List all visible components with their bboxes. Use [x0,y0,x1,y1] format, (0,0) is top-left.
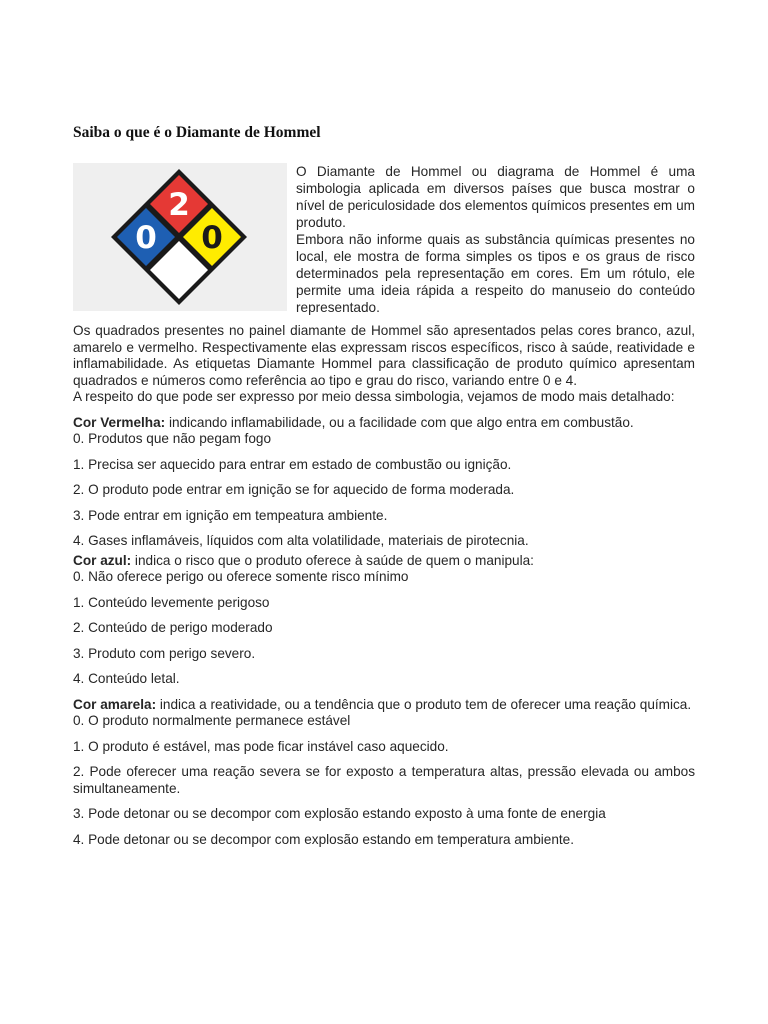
list-item: 3. Pode entrar em ignição em tempeatura ambiente. [73,507,388,523]
list-item: 4. Pode detonar ou se decompor com explosão estando em temperatura ambiente. [73,831,575,847]
section-red-label: Cor Vermelha: [73,414,166,430]
section-yellow-heading [73,697,695,714]
intro-text-run: é uma simbologia aplicada em diversos países que busca mostrar o nível de periculosidade dos elementos químicos presentes em um produto. [296,164,695,230]
intro-text-run: O [296,164,317,179]
list-item: 2. O produto pode entrar em ignição se for aquecido de forma moderada. [73,482,515,497]
section-yellow-desc: indica a reatividade, ou a tendência que o produto tem de oferecer uma reação química. [156,696,692,712]
list-item: 0. O produto normalmente permanece estável [73,713,351,728]
hommel-diamond-figure [73,163,287,311]
section-red-desc: indicando inflamabilidade, ou a facilidade com que algo entra em combustão. [165,414,634,430]
list-item: 2. Conteúdo de perigo moderado [73,620,273,635]
diamond-right-number: 0 [201,220,223,256]
list-item: 1. Conteúdo levemente perigoso [73,594,270,610]
main-content [73,323,695,848]
section-red-heading [73,415,695,432]
diamond-top-number: 2 [168,187,190,223]
term-diagrama: diagrama de Hommel [497,164,641,179]
diamond-left-number: 0 [135,220,157,256]
list-item: 1. Precisa ser aquecido para entrar em estado de combustão ou ignição. [73,456,512,472]
list-item: 0. Produtos que não pegam fogo [73,431,272,446]
intro-paragraph-2: Embora não informe quais as substância químicas presentes no local, ele mostra de forma simples os tipos e os graus de risco determinados pela representação em cores. Em um rótulo, ele permite uma ideia rápida a respeito do manuseio do conteúdo representado. [296,232,695,315]
hommel-diamond-icon [106,169,252,305]
paragraph-detail: A respeito do que pode ser expresso por meio dessa simbologia, vejamos de modo mais detalhado: [73,389,675,404]
page-title: Saiba o que é o Diamante de Hommel [73,124,321,141]
section-blue-label: Cor azul: [73,552,132,568]
section-blue-heading [73,553,695,570]
list-item: 0. Não oferece perigo ou oferece somente risco mínimo [73,569,409,584]
list-item: 4. Conteúdo letal. [73,671,180,686]
intro-text-run: ou [461,164,498,179]
list-item: 4. Gases inflamáveis, líquidos com alta volatilidade, materiais de pirotecnia. [73,533,529,548]
intro-text [296,163,695,316]
intro-paragraph-1 [296,163,695,231]
paragraph-colors: Os quadrados presentes no painel diamante de Hommel são apresentados pelas cores branco, azul, amarelo e vermelho. Respectivamente elas expressam riscos específicos, risco à saúde, reatividade e inflamabilidade. As etiquetas Diamante Hommel para classificação de produto químico apresentam quadrados e números como referência ao tipo e grau do risco, variando entre 0 e 4. [73,323,695,388]
list-item: 2. Pode oferecer uma reação severa se for exposto a temperatura altas, pressão elevada ou ambos simultaneamente. [73,764,695,796]
list-item: 3. Produto com perigo severo. [73,645,256,661]
section-blue-desc: indica o risco que o produto oferece à saúde de quem o manipula: [131,552,534,568]
section-yellow-label: Cor amarela: [73,696,157,712]
term-diamante: Diamante de Hommel [316,164,462,179]
list-item: 3. Pode detonar ou se decompor com explosão estando exposto à uma fonte de energia [73,806,606,821]
list-item: 1. O produto é estável, mas pode ficar instável caso aquecido. [73,738,449,754]
